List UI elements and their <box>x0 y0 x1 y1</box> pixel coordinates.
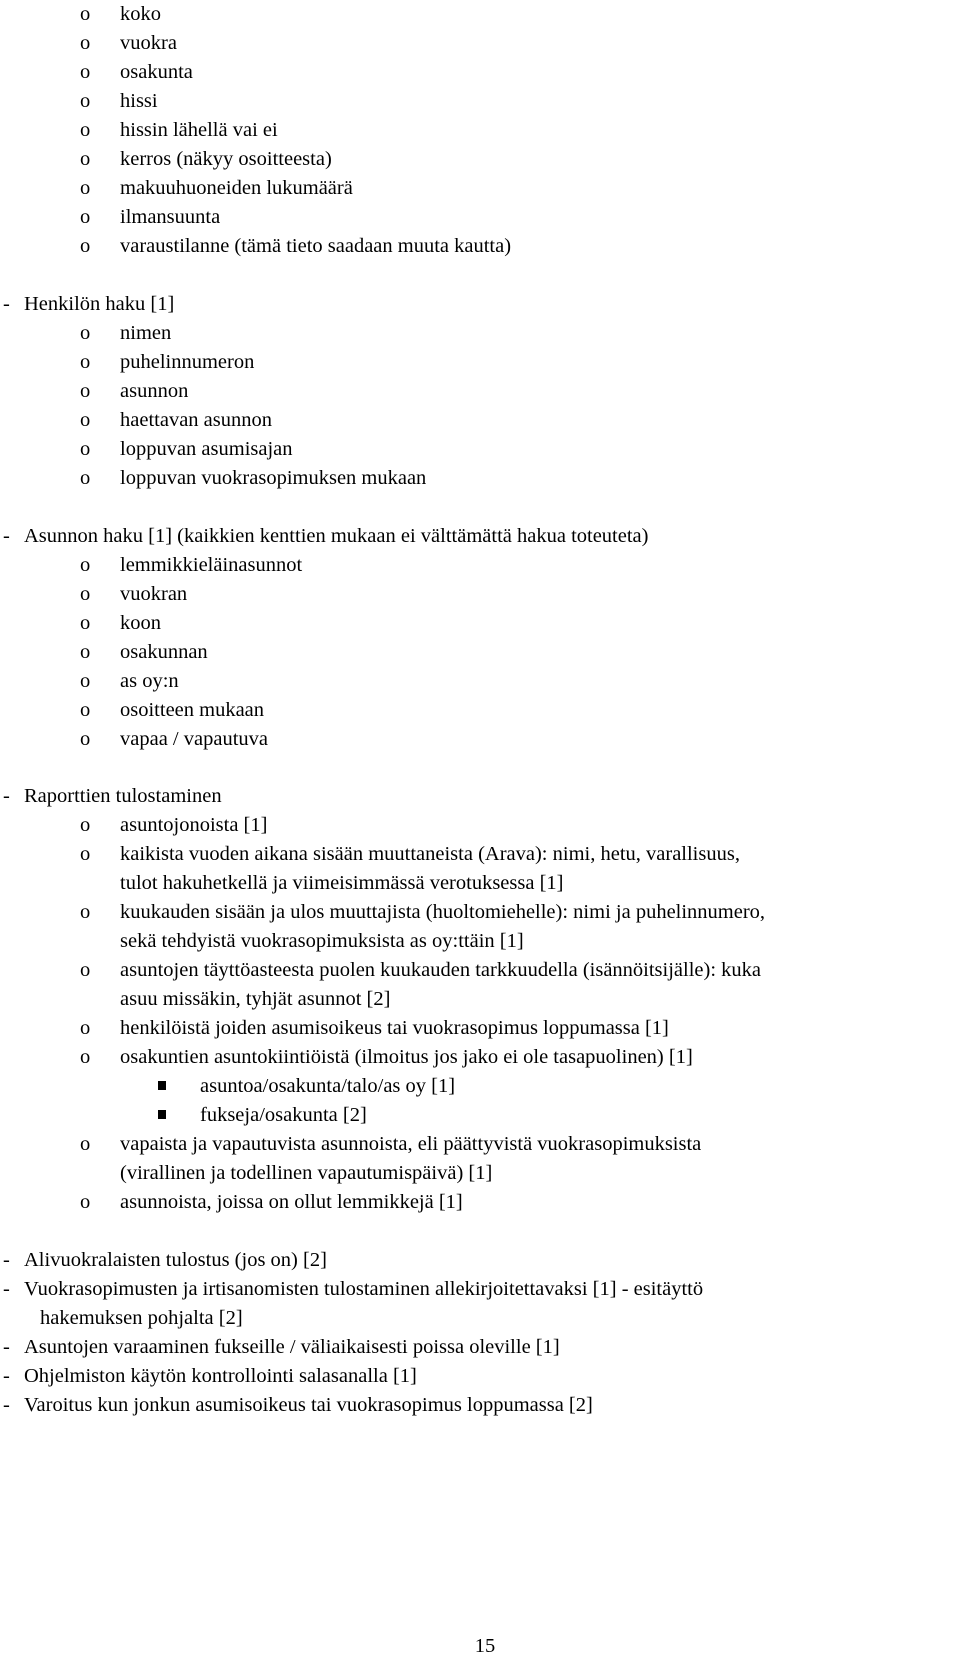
square-bullet-icon <box>158 1072 166 1100</box>
circle-bullet-icon: o <box>80 641 91 663</box>
list-item-text: puhelinnumeron <box>120 351 255 373</box>
circle-bullet-icon: o <box>80 148 91 170</box>
list-item-text: varaustilanne (tämä tieto saadaan muuta kautta) <box>120 235 512 257</box>
list-item-text: Henkilön haku [1] <box>24 293 175 315</box>
circle-bullet-icon: o <box>80 467 91 489</box>
list-item-text: hissin lähellä vai ei <box>120 119 278 141</box>
list-item-text: ilmansuunta <box>120 206 221 228</box>
circle-bullet-icon: o <box>80 322 91 344</box>
dash-bullet-icon: - <box>3 1249 10 1271</box>
dash-bullet-icon: - <box>3 1365 10 1387</box>
circle-bullet-icon: o <box>80 670 91 692</box>
dash-bullet-icon: - <box>3 1278 10 1300</box>
list-item-text: koko <box>120 3 161 25</box>
circle-bullet-icon: o <box>80 3 91 25</box>
list-item-text: henkilöistä joiden asumisoikeus tai vuokrasopimus loppumassa [1] <box>120 1017 669 1039</box>
list-item-text: osakuntien asuntokiintiöistä (ilmoitus jos jako ei ole tasapuolinen) [1] <box>120 1046 693 1068</box>
circle-bullet-icon: o <box>80 612 91 634</box>
list-item-text: osoitteen mukaan <box>120 699 265 721</box>
circle-bullet-icon: o <box>80 959 91 981</box>
list-item-text: osakunnan <box>120 641 208 663</box>
square-bullet-icon <box>158 1101 166 1129</box>
dash-bullet-icon: - <box>3 1336 10 1358</box>
list-item-text: asunnon <box>120 380 189 402</box>
circle-bullet-icon: o <box>80 61 91 83</box>
list-item-text: Asuntojen varaaminen fukseille / väliaikaisesti poissa oleville [1] <box>24 1336 560 1358</box>
circle-bullet-icon: o <box>80 32 91 54</box>
circle-bullet-icon: o <box>80 1017 91 1039</box>
circle-bullet-icon: o <box>80 380 91 402</box>
list-item-text: kerros (näkyy osoitteesta) <box>120 148 332 170</box>
circle-bullet-icon: o <box>80 351 91 373</box>
list-item-text: Raporttien tulostaminen <box>24 785 222 807</box>
dash-bullet-icon: - <box>3 293 10 315</box>
list-item-text: asuntojonoista [1] <box>120 814 268 836</box>
list-item-text: as oy:n <box>120 670 179 692</box>
circle-bullet-icon: o <box>80 1046 91 1068</box>
list-item-text: fukseja/osakunta [2] <box>200 1104 367 1126</box>
list-item-text: vuokran <box>120 583 188 605</box>
page-number: 15 <box>474 1635 496 1657</box>
list-item-text: vapaista ja vapautuvista asunnoista, eli päättyvistä vuokrasopimuksista <box>120 1133 702 1155</box>
circle-bullet-icon: o <box>80 119 91 141</box>
dash-bullet-icon: - <box>3 525 10 547</box>
list-item-text: haettavan asunnon <box>120 409 272 431</box>
list-item-text: tulot hakuhetkellä ja viimeisimmässä verotuksessa [1] <box>120 872 564 894</box>
circle-bullet-icon: o <box>80 1191 91 1213</box>
list-item-text: asunnoista, joissa on ollut lemmikkejä [1] <box>120 1191 463 1213</box>
list-item-text: lemmikkieläinasunnot <box>120 554 303 576</box>
list-item-text: hakemuksen pohjalta [2] <box>40 1307 243 1329</box>
circle-bullet-icon: o <box>80 901 91 923</box>
list-item-text: sekä tehdyistä vuokrasopimuksista as oy:ttäin [1] <box>120 930 524 952</box>
list-item-text: hissi <box>120 90 158 112</box>
circle-bullet-icon: o <box>80 554 91 576</box>
circle-bullet-icon: o <box>80 90 91 112</box>
list-item-text: loppuvan asumisajan <box>120 438 293 460</box>
list-item-text: Alivuokralaisten tulostus (jos on) [2] <box>24 1249 327 1271</box>
dash-bullet-icon: - <box>3 785 10 807</box>
list-item-text: Vuokrasopimusten ja irtisanomisten tulostaminen allekirjoitettavaksi [1] - esitäyttö <box>24 1278 704 1300</box>
list-item-text: (virallinen ja todellinen vapautumispäivä) [1] <box>120 1162 493 1184</box>
list-item-text: Varoitus kun jonkun asumisoikeus tai vuokrasopimus loppumassa [2] <box>24 1394 593 1416</box>
circle-bullet-icon: o <box>80 1133 91 1155</box>
list-item-text: vapaa / vapautuva <box>120 728 268 750</box>
list-item-text: makuuhuoneiden lukumäärä <box>120 177 353 199</box>
list-item-text: asuntoa/osakunta/talo/as oy [1] <box>200 1075 456 1097</box>
list-item-text: kaikista vuoden aikana sisään muuttaneista (Arava): nimi, hetu, varallisuus, <box>120 843 740 865</box>
circle-bullet-icon: o <box>80 177 91 199</box>
list-item-text: vuokra <box>120 32 177 54</box>
circle-bullet-icon: o <box>80 438 91 460</box>
circle-bullet-icon: o <box>80 814 91 836</box>
circle-bullet-icon: o <box>80 409 91 431</box>
list-item-text: Ohjelmiston käytön kontrollointi salasanalla [1] <box>24 1365 417 1387</box>
list-item-text: kuukauden sisään ja ulos muuttajista (huoltomiehelle): nimi ja puhelinnumero, <box>120 901 766 923</box>
list-item-text: osakunta <box>120 61 193 83</box>
circle-bullet-icon: o <box>80 206 91 228</box>
circle-bullet-icon: o <box>80 583 91 605</box>
circle-bullet-icon: o <box>80 699 91 721</box>
list-item-text: nimen <box>120 322 172 344</box>
list-item-text: loppuvan vuokrasopimuksen mukaan <box>120 467 427 489</box>
list-item-text: Asunnon haku [1] (kaikkien kenttien mukaan ei välttämättä hakua toteuteta) <box>24 525 649 547</box>
list-item-text: koon <box>120 612 161 634</box>
circle-bullet-icon: o <box>80 843 91 865</box>
circle-bullet-icon: o <box>80 235 91 257</box>
list-item-text: asuntojen täyttöasteesta puolen kuukauden tarkkuudella (isännöitsijälle): kuka <box>120 959 762 981</box>
circle-bullet-icon: o <box>80 728 91 750</box>
list-item-text: asuu missäkin, tyhjät asunnot [2] <box>120 988 391 1010</box>
dash-bullet-icon: - <box>3 1394 10 1416</box>
